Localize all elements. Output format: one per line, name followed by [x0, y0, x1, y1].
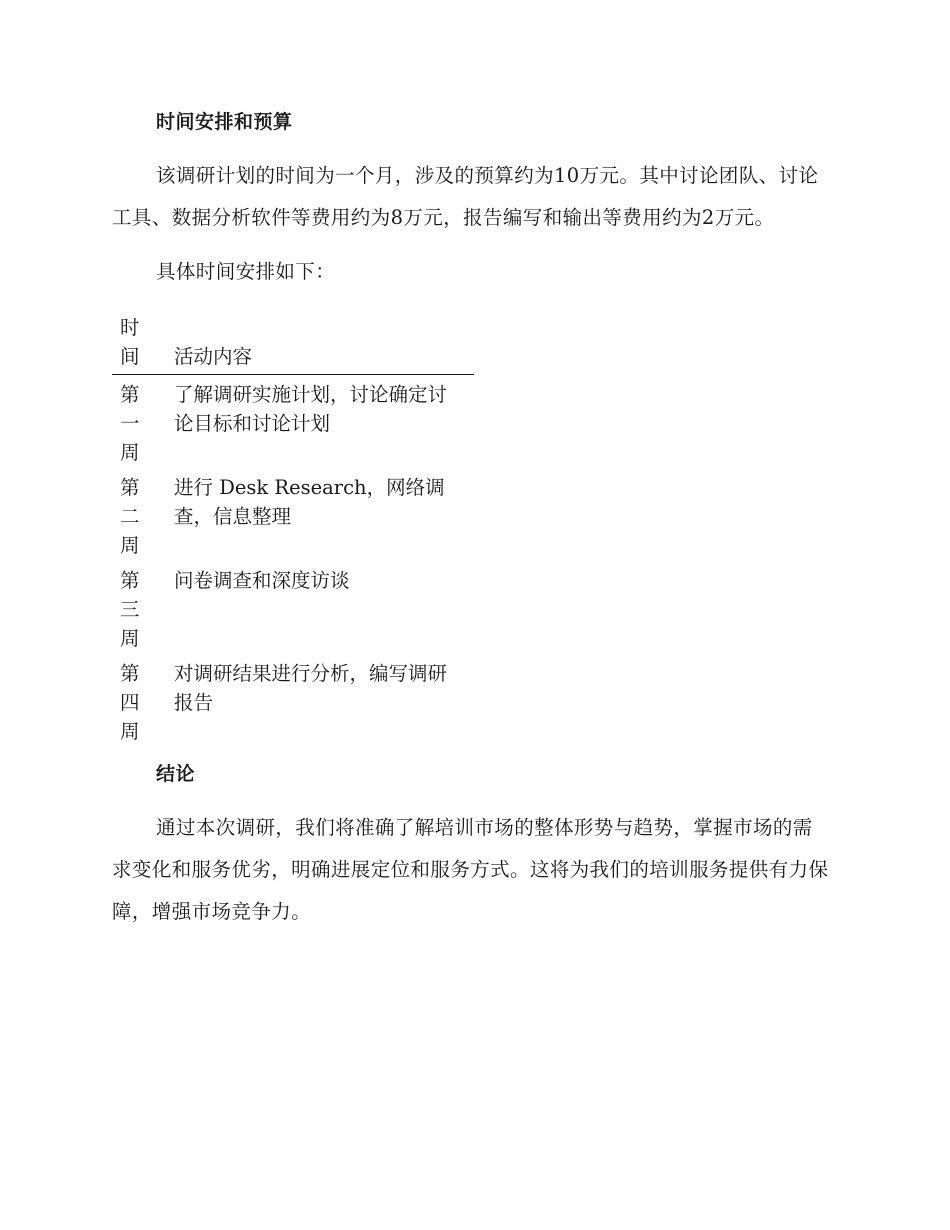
row-activity: 进行 Desk Research，网络调查，信息整理 — [174, 476, 445, 528]
schedule-budget-heading: 时间安排和预算 — [156, 111, 293, 133]
table-row — [112, 375, 474, 470]
row-activity: 对调研结果进行分析，编写调研报告 — [174, 662, 448, 714]
row-time: 第一周 — [120, 383, 140, 464]
budget-paragraph: 该调研计划的时间为一个月，涉及的预算约为10万元。其中讨论团队、讨论工具、数据分析软件等费用约为8万元，报告编写和输出等费用约为2万元。 — [112, 164, 819, 229]
schedule-intro-paragraph: 具体时间安排如下： — [156, 260, 336, 283]
schedule-table — [112, 313, 474, 748]
document-body — [112, 108, 832, 933]
schedule-table-header-row — [112, 313, 474, 375]
conclusion-paragraph: 通过本次调研，我们将准确了解培训市场的整体形势与趋势，掌握市场的需求变化和服务优劣，明确进展定位和服务方式。这将为我们的培训服务提供有力保障，增强市场竞争力。 — [112, 816, 829, 923]
row-time: 第四周 — [120, 662, 140, 743]
header-activity: 活动内容 — [174, 313, 474, 375]
header-time: 时间 — [112, 313, 174, 375]
row-time: 第三周 — [120, 569, 140, 650]
conclusion-heading: 结论 — [156, 763, 196, 785]
table-row — [112, 469, 474, 562]
row-activity: 了解调研实施计划，讨论确定讨论目标和讨论计划 — [174, 383, 448, 435]
row-time: 第二周 — [120, 476, 140, 557]
table-row — [112, 562, 474, 655]
table-row — [112, 655, 474, 748]
row-activity: 问卷调查和深度访谈 — [174, 569, 350, 592]
